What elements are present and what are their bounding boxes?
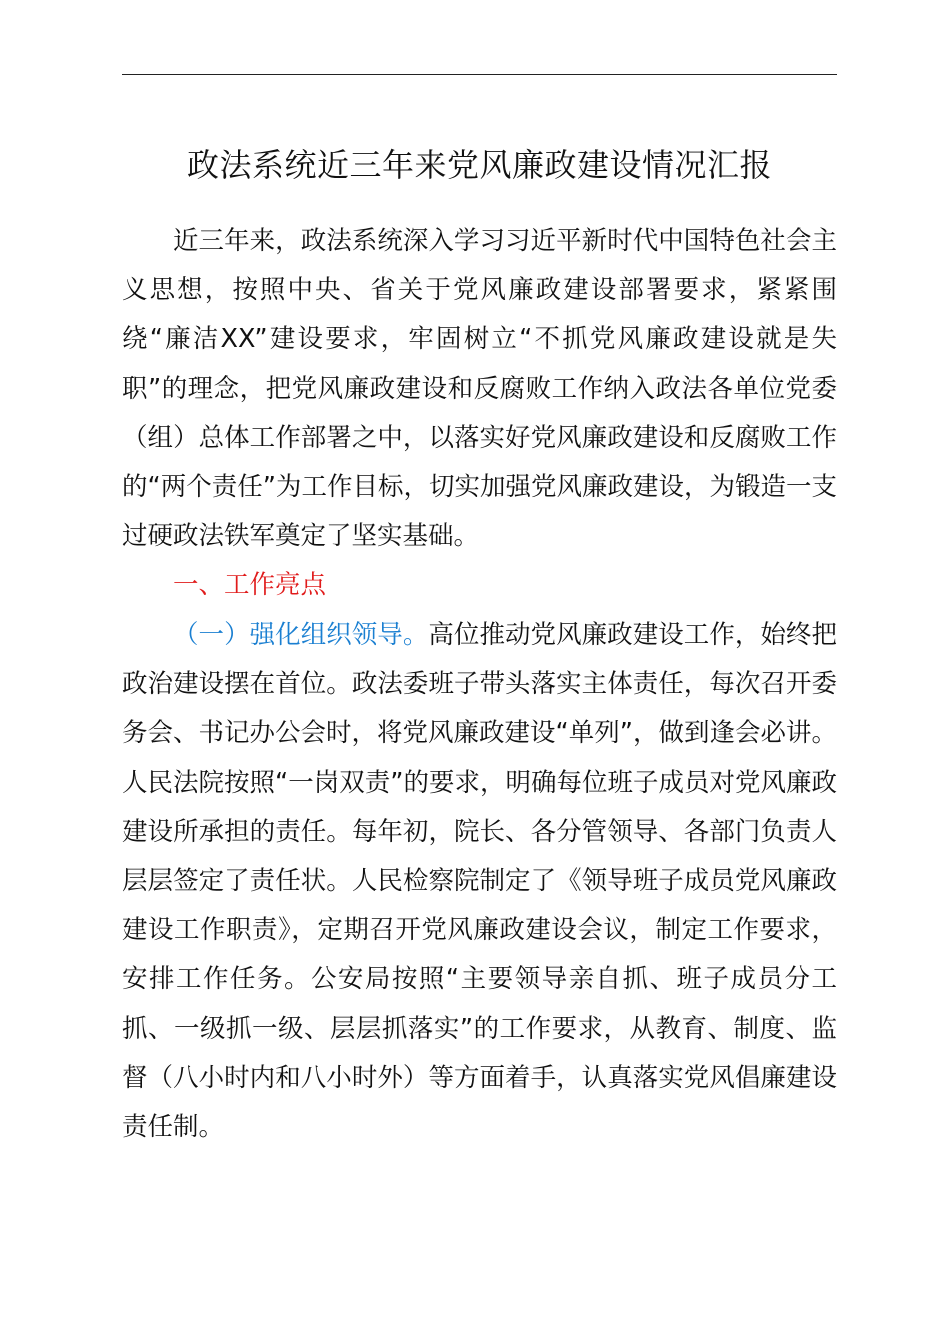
intro-paragraph: 近三年来，政法系统深入学习习近平新时代中国特色社会主义思想，按照中央、省关于党风廉政建设部署要求，紧紧围绕“廉洁XX”建设要求，牢固树立“不抓党风廉政建设就是失职”的理念，把党风廉政建设和反腐败工作纳入政法各单位党委（组）总体工作部署之中，以落实好党风廉政建设和反腐败工作的“两个责任”为工作目标，切实加强党风廉政建设，为锻造一支过硬政法铁军奠定了坚实基础。 <box>122 226 837 552</box>
subsection-body-organization: 高位推动党风廉政建设工作，始终把政治建设摆在首位。政法委班子带头落实主体责任，每次召开委务会、书记办公会时，将党风廉政建设“单列”，做到逢会必讲。人民法院按照“一岗双责”的要求，明确每位班子成员对党风廉政建设所承担的责任。每年初，院长、各分管领导、各部门负责人层层签定了责任状。人民检察院制定了《领导班子成员党风廉政建设工作职责》，定期召开党风廉政建设会议，制定工作要求，安排工作任务。公安局按照“主要领导亲自抓、班子成员分工抓、一级抓一级、层层抓落实”的工作要求，从教育、制度、监督（八小时内和八小时外）等方面着手，认真落实党风倡廉建设责任制。 <box>122 620 837 1143</box>
section-heading-work-highlights: 一、工作亮点 <box>173 570 327 600</box>
subsection-heading-organization: （一）强化组织领导。 <box>173 620 429 650</box>
subsection-paragraph-organization <box>122 611 837 1152</box>
document-title: 政法系统近三年来党风廉政建设情况汇报 <box>186 146 772 184</box>
header-divider <box>122 74 837 75</box>
